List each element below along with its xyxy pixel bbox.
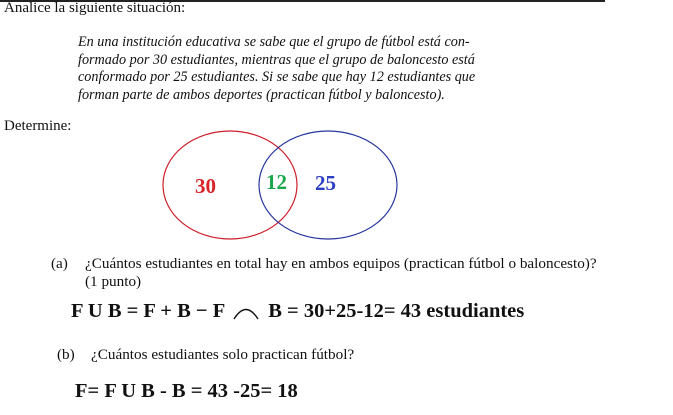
question-a-text: ¿Cuántos estudiantes en total hay en ambos equipos (practican fútbol o baloncesto)?	[85, 255, 597, 272]
problem-line-4: forman parte de ambos deportes (practican fútbol y baloncesto).	[78, 86, 445, 103]
basketball-only-value: 25	[315, 171, 336, 195]
answer-a-right: B = 30+25-12= 43 estudiantes	[268, 300, 525, 322]
question-b-text: ¿Cuántos estudiantes solo practican fútbol?	[91, 346, 355, 363]
problem-line-1: En una institución educativa se sabe que el grupo de fútbol está con-	[78, 34, 470, 50]
question-b-label: (b)	[57, 346, 75, 363]
intersection-icon	[231, 304, 261, 320]
question-a	[51, 255, 597, 291]
problem-line-3: conformado por 25 estudiantes. Si se sabe que hay 12 estudiantes que	[78, 69, 476, 86]
intersection-value: 12	[266, 170, 287, 194]
question-a-label: (a)	[51, 255, 68, 272]
determine-label: Determine:	[4, 118, 72, 134]
venn-diagram	[160, 128, 410, 248]
problem-line-2: formado por 30 estudiantes, mientras que el grupo de baloncesto está	[78, 51, 475, 68]
problem-statement	[78, 34, 548, 104]
answer-b: F= F U B - B = 43 -25= 18	[75, 380, 298, 402]
answer-a-left: F U B = F + B − F	[71, 300, 226, 322]
question-b	[57, 346, 354, 364]
answer-a	[71, 300, 524, 323]
header-title: Analice la siguiente situación:	[4, 0, 186, 16]
football-only-value: 30	[195, 174, 216, 198]
question-a-points: (1 punto)	[85, 273, 142, 290]
